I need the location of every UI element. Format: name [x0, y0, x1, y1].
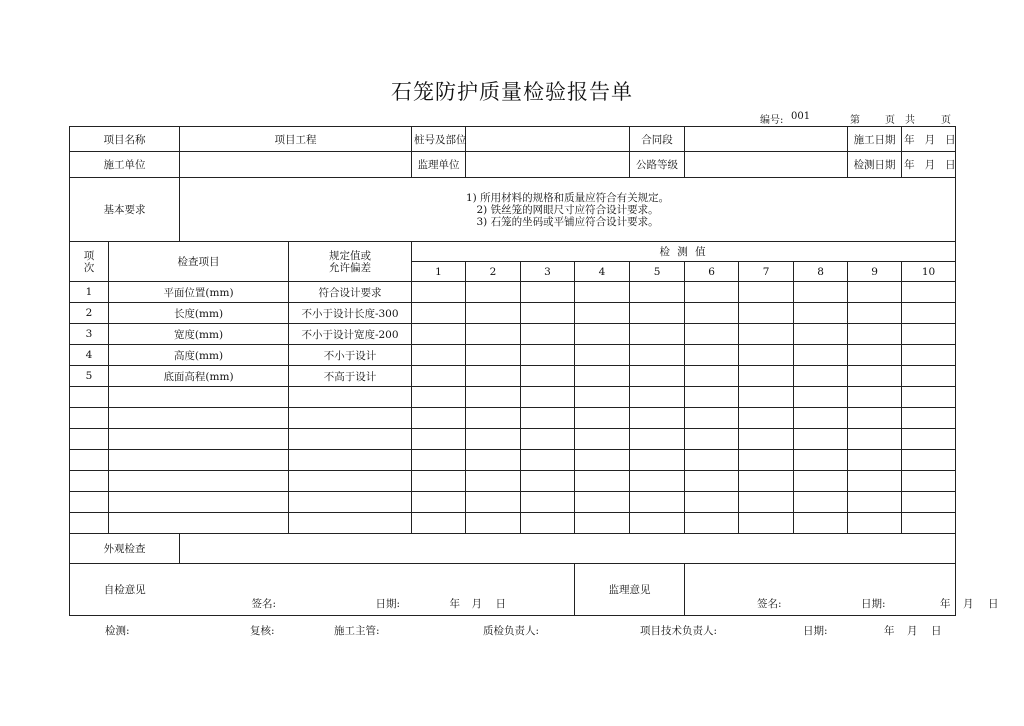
table-row [70, 387, 956, 408]
row-spec: 不小于设计长度-300 [289, 303, 412, 324]
table-row [70, 303, 956, 324]
appearance-label: 外观检查 [70, 534, 180, 564]
footer-review: 复核: [250, 625, 275, 637]
footer-inspect: 检测: [105, 625, 130, 637]
basic-requirements-text [180, 178, 956, 242]
contract-value [685, 127, 848, 152]
measure-col-10: 10 [902, 262, 956, 282]
supervision-sign: 签名: [757, 597, 782, 610]
table-row [70, 429, 956, 450]
footer-tech-head: 项目技术负责人: [640, 625, 718, 637]
basic-requirements-label: 基本要求 [70, 178, 180, 242]
report-title: 石笼防护质量检验报告单 [391, 80, 633, 104]
contract-label: 合同段 [630, 127, 685, 152]
report-table [69, 126, 999, 616]
unit-value [180, 152, 412, 178]
supervision-label: 监理意见 [575, 564, 685, 616]
check-date-label: 检测日期 [848, 152, 902, 178]
row-seq: 3 [70, 324, 109, 345]
measure-col-8: 8 [794, 262, 848, 282]
self-check-day: 日 [495, 597, 506, 610]
row-spec: 符合设计要求 [289, 282, 412, 303]
table-row [70, 450, 956, 471]
basic-requirement-line: 3) 石笼的坐码或平铺应符合设计要求。 [476, 215, 659, 228]
row-seq: 2 [70, 303, 109, 324]
unit-label: 施工单位 [70, 152, 180, 178]
number-label: 编号: [760, 115, 784, 126]
appearance-value [180, 534, 956, 564]
footer-year: 年 [884, 625, 895, 637]
page-ye1: 页 [885, 115, 895, 126]
measure-col-4: 4 [575, 262, 630, 282]
supervision-area [685, 564, 999, 616]
station-value [466, 127, 630, 152]
spec-header: 规定值或 允许偏差 [289, 242, 412, 282]
supervisor-label: 监理单位 [412, 152, 466, 178]
basic-requirement-line: 2) 铁丝笼的网眼尺寸应符合设计要求。 [476, 203, 659, 216]
table-row [70, 492, 956, 513]
footer-qc-head: 质检负责人: [483, 625, 540, 637]
footer-foreman: 施工主管: [334, 625, 380, 637]
table-row [70, 345, 956, 366]
self-check-sign: 签名: [251, 597, 277, 610]
row-spec: 不小于设计 [289, 345, 412, 366]
measure-col-1: 1 [412, 262, 466, 282]
row-seq: 5 [70, 366, 109, 387]
page-ye2: 页 [941, 115, 951, 126]
table-row [70, 408, 956, 429]
check-date-value: 年 月 日 [902, 152, 956, 178]
measure-col-3: 3 [521, 262, 575, 282]
number-value: 001 [791, 111, 811, 122]
supervision-month: 月 [963, 597, 974, 610]
self-check-month: 月 [471, 597, 482, 610]
footer-date: 日期: [803, 625, 828, 637]
supervision-year: 年 [940, 597, 951, 610]
project-name-value: 项目工程 [180, 127, 412, 152]
item-header: 检查项目 [109, 242, 289, 282]
footer-month: 月 [907, 625, 918, 637]
measure-col-2: 2 [466, 262, 521, 282]
project-name-label: 项目名称 [70, 127, 180, 152]
row-item: 平面位置(mm) [109, 282, 289, 303]
row-item: 长度(mm) [109, 303, 289, 324]
footer-day: 日 [931, 625, 942, 637]
road-grade-value [685, 152, 848, 178]
supervisor-value [466, 152, 630, 178]
station-label: 桩号及部位 [412, 127, 466, 152]
page-di: 第 [850, 115, 860, 126]
measured-header: 检 测 值 [412, 242, 956, 262]
row-seq: 4 [70, 345, 109, 366]
table-row [70, 282, 956, 303]
row-item: 宽度(mm) [109, 324, 289, 345]
row-spec: 不小于设计宽度-200 [289, 324, 412, 345]
measure-col-9: 9 [848, 262, 902, 282]
self-check-label: 自检意见 [70, 564, 180, 616]
measure-col-7: 7 [739, 262, 794, 282]
self-check-date: 日期: [375, 597, 401, 610]
measure-col-5: 5 [630, 262, 685, 282]
seq-header: 项 次 [70, 242, 109, 282]
row-item: 底面高程(mm) [109, 366, 289, 387]
measure-col-6: 6 [685, 262, 739, 282]
row-item: 高度(mm) [109, 345, 289, 366]
row-spec: 不高于设计 [289, 366, 412, 387]
supervision-date: 日期: [861, 597, 886, 610]
table-row [70, 324, 956, 345]
table-row [70, 471, 956, 492]
table-row [70, 513, 956, 534]
road-grade-label: 公路等级 [630, 152, 685, 178]
self-check-area [180, 564, 575, 616]
page-gong: 共 [905, 115, 915, 126]
self-check-year: 年 [449, 597, 460, 610]
supervision-day: 日 [988, 597, 999, 610]
table-row [70, 366, 956, 387]
basic-requirement-line: 1) 所用材料的规格和质量应符合有关规定。 [465, 191, 670, 204]
construct-date-label: 施工日期 [848, 127, 902, 152]
construct-date-value: 年 月 日 [902, 127, 956, 152]
row-seq: 1 [70, 282, 109, 303]
